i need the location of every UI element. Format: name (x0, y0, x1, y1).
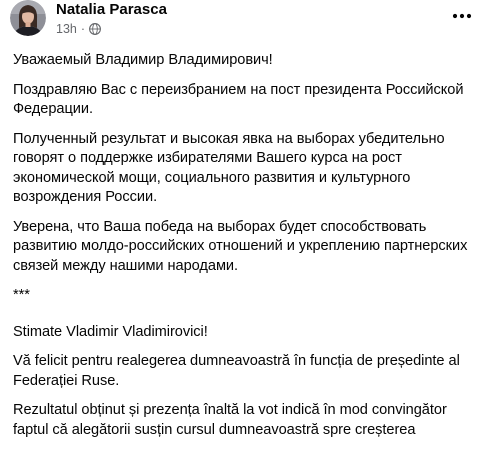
post-paragraph: Vă felicit pentru realegerea dumneavoastră în funcția de președinte al Federației Ruse. (13, 353, 460, 389)
more-options-button[interactable] (450, 8, 474, 24)
globe-icon[interactable] (89, 23, 101, 35)
more-horizontal-icon (452, 13, 472, 19)
post-paragraph: Поздравляю Вас с переизбранием на пост президента Российской Федерации. (13, 81, 464, 117)
avatar[interactable] (10, 0, 46, 36)
post-header (10, 0, 480, 44)
post-paragraph: Rezultatul obținut și prezența înaltă la vot indică în mod convingător faptul că alegătorii susțin cursul dumneavoastră spre creșterea (13, 402, 447, 438)
post-meta (56, 22, 101, 36)
author-name[interactable]: Natalia Parasca (56, 1, 167, 18)
post-divider: *** (13, 287, 30, 303)
post-text (13, 51, 479, 450)
meta-separator: · (80, 22, 86, 36)
post-paragraph: Stimate Vladimir Vladimirovici! (13, 323, 208, 340)
post-paragraph: Уважаемый Владимир Владимирович! (13, 52, 273, 68)
post-paragraph: Уверена, что Ваша победа на выборах будет способствовать развитию молдо-российских отношений и укреплению партнерских связей между нашими народами. (13, 218, 468, 274)
post-timestamp[interactable]: 13h (56, 22, 77, 36)
post-paragraph: Полученный результат и высокая явка на выборах убедительно говорят о поддержке избирателями Вашего курса на рост экономической мощи, социального развития и культурного возрождения России. (13, 130, 445, 205)
